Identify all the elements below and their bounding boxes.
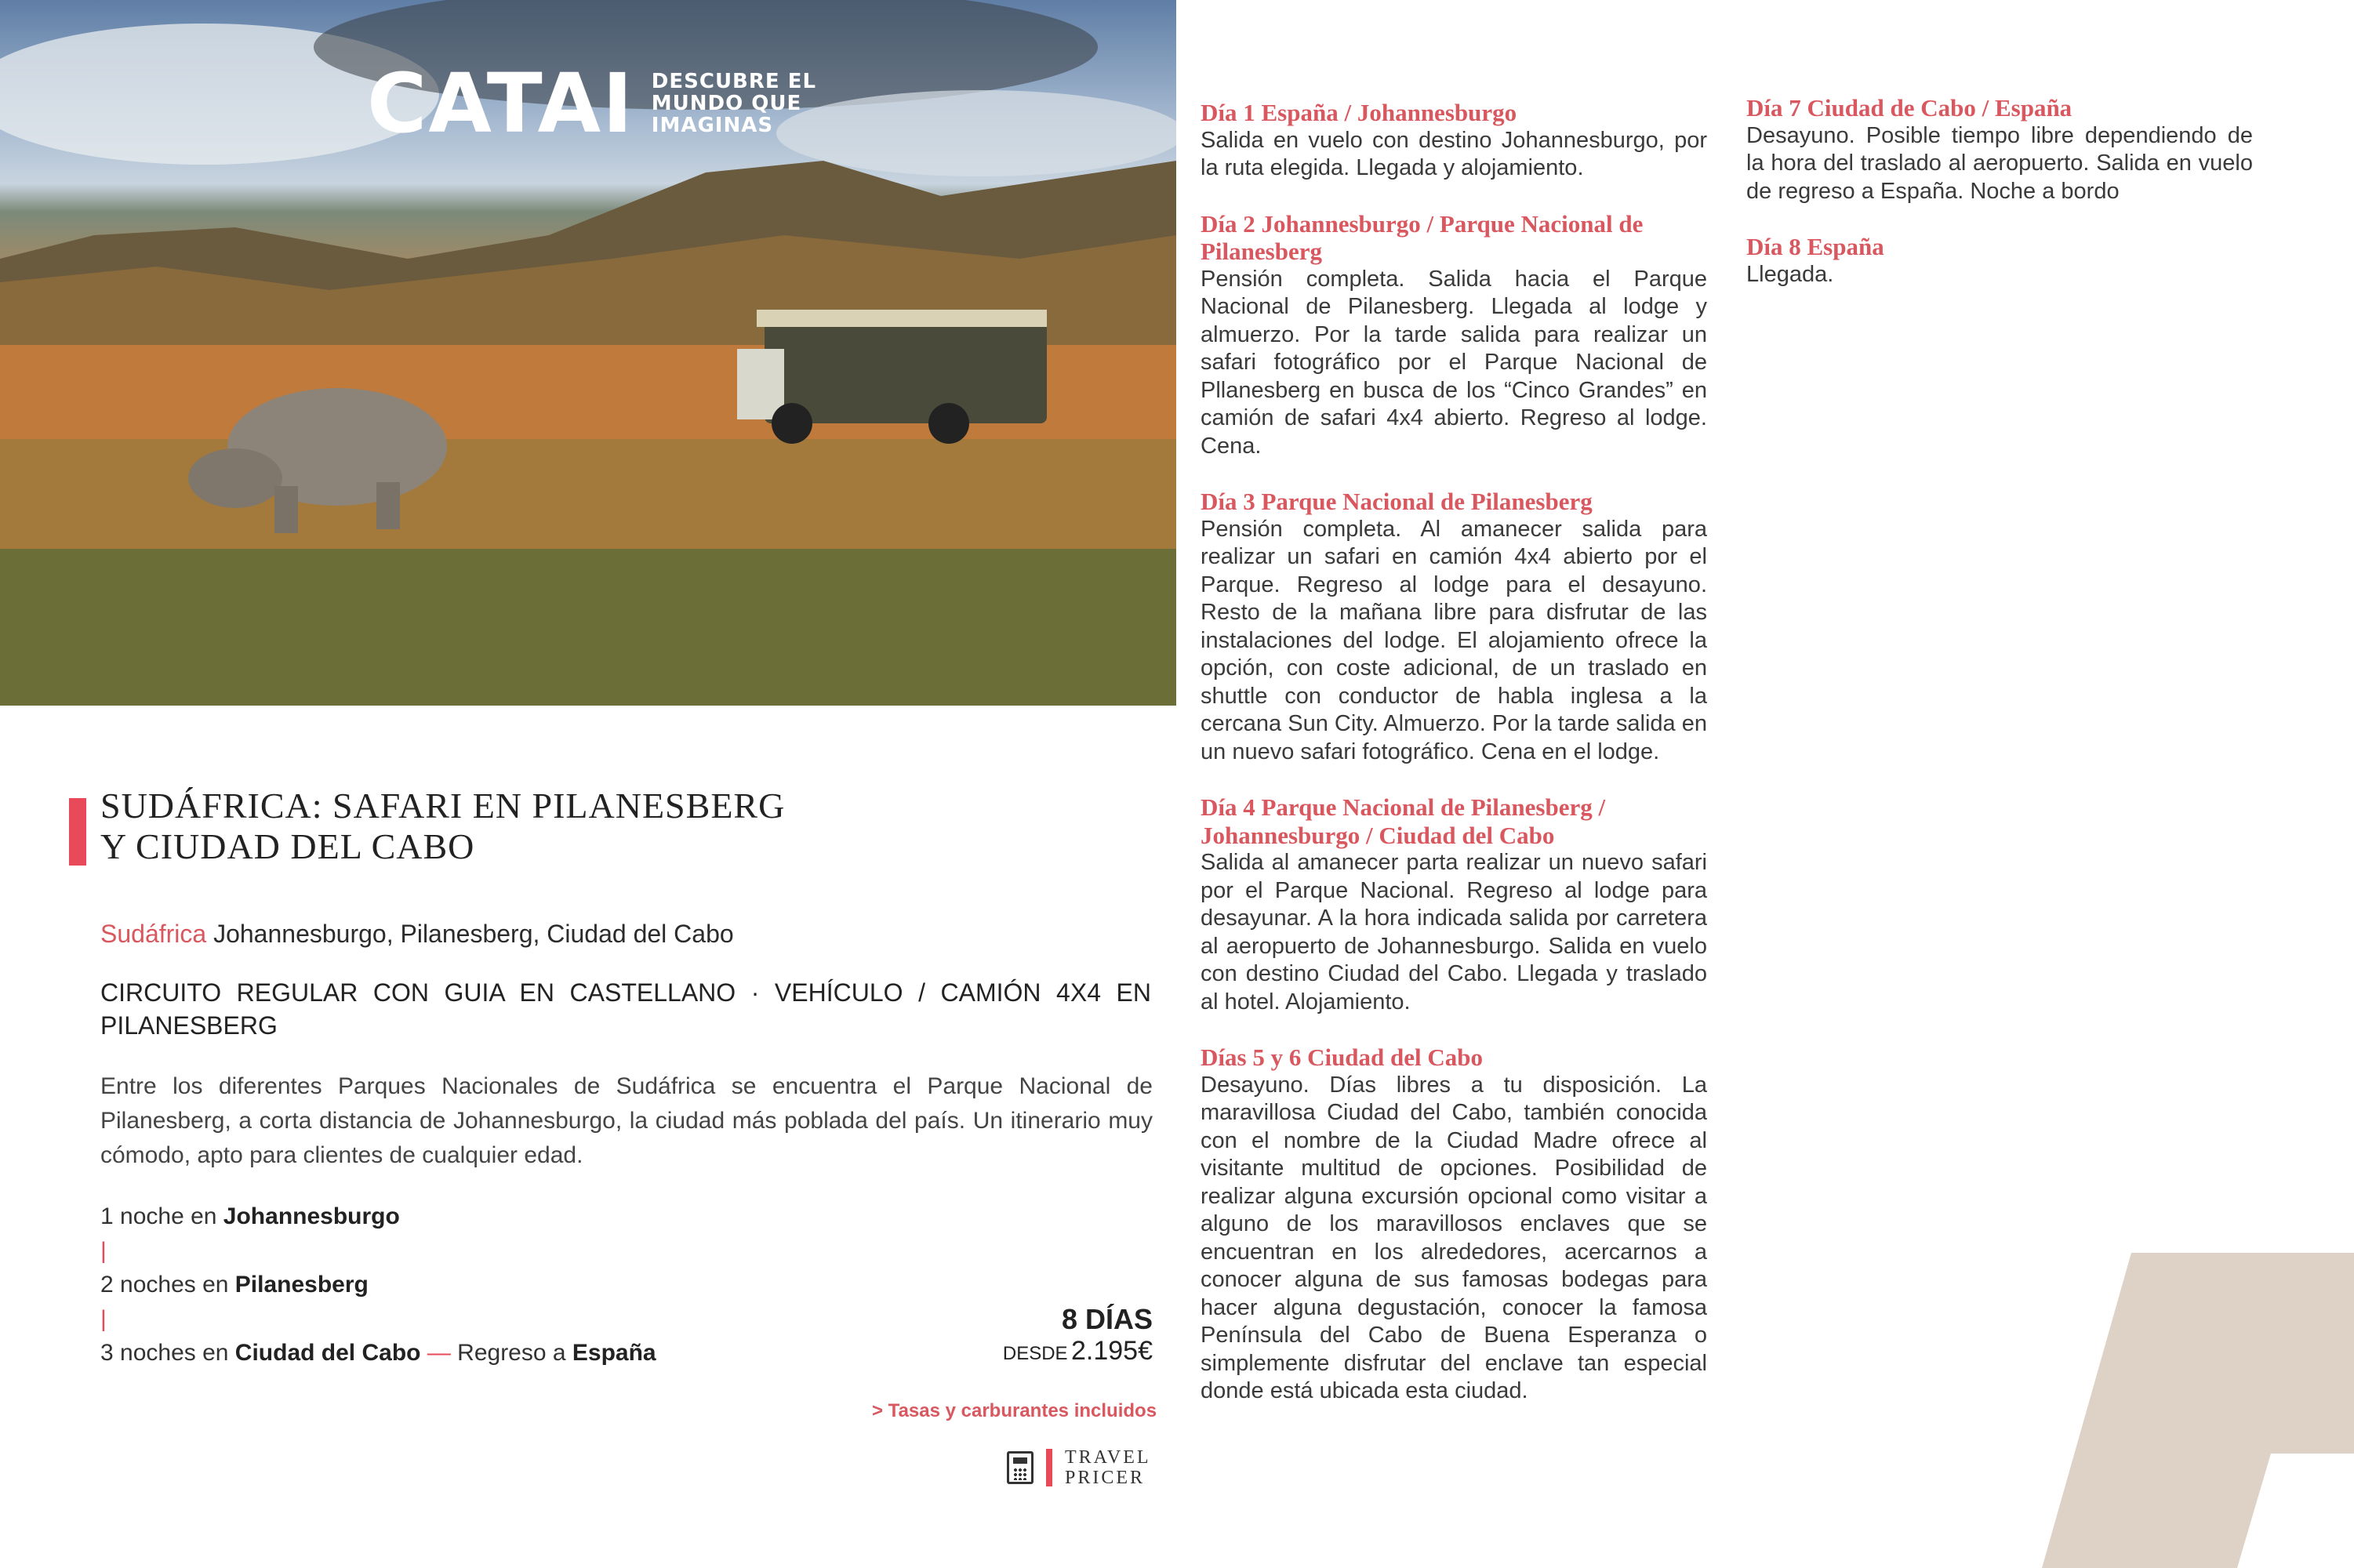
pricer-line: PRICER (1065, 1468, 1146, 1488)
itinerary-day-text: Llegada. (1746, 261, 1834, 287)
itinerary-day (1201, 210, 1707, 461)
page-title-line: Y CIUDAD DEL CABO (100, 826, 475, 866)
destination-country: Sudáfrica (100, 920, 207, 948)
nights-row (100, 1268, 656, 1302)
pricer-text (1065, 1447, 1151, 1488)
itinerary-day (1746, 233, 2253, 289)
nights-separator: | (100, 1306, 107, 1332)
nights-place: Ciudad del Cabo (234, 1340, 421, 1366)
travel-pricer-logo[interactable] (1007, 1447, 1151, 1488)
itinerary-day-heading: Día 8 España (1746, 233, 1884, 260)
itinerary-day (1746, 94, 2253, 205)
destination (100, 920, 734, 949)
nights-prefix: 1 noche en (100, 1203, 223, 1229)
pricer-accent-bar (1046, 1449, 1052, 1486)
logo-tagline-line: MUNDO QUE (651, 92, 802, 115)
calculator-icon (1007, 1451, 1034, 1484)
itinerary-day-heading: Día 4 Parque Nacional de Pilanesberg / Johannesburgo / Ciudad del Cabo (1201, 793, 1606, 849)
catai-logo (367, 56, 817, 151)
trip-duration: 8 DÍAS (1061, 1303, 1153, 1335)
nights-dash: — (420, 1340, 458, 1366)
price-line (1003, 1336, 1153, 1367)
itinerary-day-text: Desayuno. Posible tiempo libre dependiendo de la hora del traslado al aeropuerto. Salida en vuelo de regreso a España. Noche a bordo (1746, 122, 2253, 204)
price-box (1003, 1303, 1153, 1367)
taxes-link[interactable]: > Tasas y carburantes incluidos (872, 1400, 1157, 1421)
nights-place: Pilanesberg (234, 1272, 369, 1298)
itinerary-day (1201, 1044, 1707, 1406)
itinerary-day-heading: Día 2 Johannesburgo / Parque Nacional de Pilanesberg (1201, 209, 1644, 265)
destination-cities: Johannesburgo, Pilanesberg, Ciudad del Cabo (213, 920, 734, 948)
price-amount: 2.195€ (1071, 1336, 1153, 1366)
nights-row (100, 1200, 656, 1234)
nights-place: Johannesburgo (223, 1203, 400, 1229)
logo-brand: CATAI (367, 56, 634, 151)
itinerary-column-1 (1201, 99, 1707, 1433)
itinerary-day-text: Desayuno. Días libres a tu disposición. La maravillosa Ciudad del Cabo, también conocida con el nombre de la Ciudad Madre ofrece al visitante multitud de opciones. Posibilidad de realizar alguna excursión opcional como visitar a alguno de los maravillosos enclaves que se encuentran en los alrededores, acercarnos a conocer alguna de sus famosas bodegas para hacer alguna degustación, conocer la famosa Península del Cabo de Buena Esperanza o simplemente disfrutar del enclave tan especial donde está ubicada esta ciudad. (1201, 1072, 1707, 1403)
nights-prefix: 2 noches en (100, 1272, 235, 1298)
itinerary-day-text: Salida en vuelo con destino Johannesburgo, por la ruta elegida. Llegada y alojamiento. (1201, 127, 1707, 180)
logo-tagline-line: IMAGINAS (651, 114, 774, 137)
circuit-type: CIRCUITO REGULAR CON GUIA EN CASTELLANO · VEHÍCULO / CAMIÓN 4X4 EN PILANESBERG (100, 978, 1151, 1040)
header-photo (0, 0, 1176, 706)
intro-text: Entre los diferentes Parques Nacionales de Sudáfrica se encuentra el Parque Nacional de Pilanesberg, a corta distancia de Johannesburgo, la ciudad más poblada del país. Un itinerario muy cómodo, apto para clientes de cualquier edad. (100, 1073, 1153, 1168)
itinerary-day-heading: Día 7 Ciudad de Cabo / España (1746, 94, 2072, 122)
itinerary-day-text: Pensión completa. Al amanecer salida para realizar un safari en camión 4x4 abierto por el Parque. Regreso al lodge para el desayuno. Resto de la mañana libre para disfrutar de las instalaciones del lodge. El alojamiento ofrece la opción, con coste adicional, de un traslado en shuttle con conductor de habla inglesa a la cercana Sun City. Almuerzo. Por la tarde salida en un nuevo safari fotográfico. Cena en el lodge. (1201, 516, 1707, 764)
itinerary-day (1201, 99, 1707, 183)
itinerary-day-text: Pensión completa. Salida hacia el Parque Nacional de Pilanesberg. Llegada al lodge y almuerzo. Por la tarde salida para realizar un safari fotográfico por el Parque Nacional de Pllanesberg en busca de los “Cinco Grandes” en camión de safari 4x4 abierto. Regreso al lodge. Cena. (1201, 266, 1707, 459)
logo-tagline (652, 71, 816, 136)
itinerary-day (1201, 793, 1707, 1016)
itinerary-day-heading: Día 3 Parque Nacional de Pilanesberg (1201, 488, 1593, 515)
return-place: España (572, 1340, 656, 1366)
return-prefix: Regreso a (457, 1340, 572, 1366)
nights-prefix: 3 noches en (100, 1340, 235, 1366)
itinerary-day-heading: Días 5 y 6 Ciudad del Cabo (1201, 1044, 1484, 1071)
itinerary-day-heading: Día 1 España / Johannesburgo (1201, 99, 1517, 126)
itinerary-day (1201, 488, 1707, 766)
page-title-line: SUDÁFRICA: SAFARI EN PILANESBERG (100, 786, 786, 826)
itinerary-day-text: Salida al amanecer parta realizar un nuevo safari por el Parque Nacional. Regreso al lodge para desayunar. A la hora indicada salida por carretera al aeropuerto de Johannesburgo. Salida en vuelo con destino Ciudad del Cabo. Llegada y traslado al hotel. Alojamiento. (1201, 850, 1707, 1014)
price-from-label: DESDE (1002, 1343, 1068, 1364)
nights-summary (100, 1200, 656, 1370)
pricer-line: TRAVEL (1065, 1447, 1151, 1468)
nights-row (100, 1336, 656, 1370)
nights-separator: | (100, 1238, 107, 1264)
itinerary-column-2 (1746, 94, 2253, 316)
logo-tagline-line: DESCUBRE EL (651, 70, 817, 93)
page-title (100, 786, 1120, 867)
title-accent-bar (69, 798, 86, 866)
